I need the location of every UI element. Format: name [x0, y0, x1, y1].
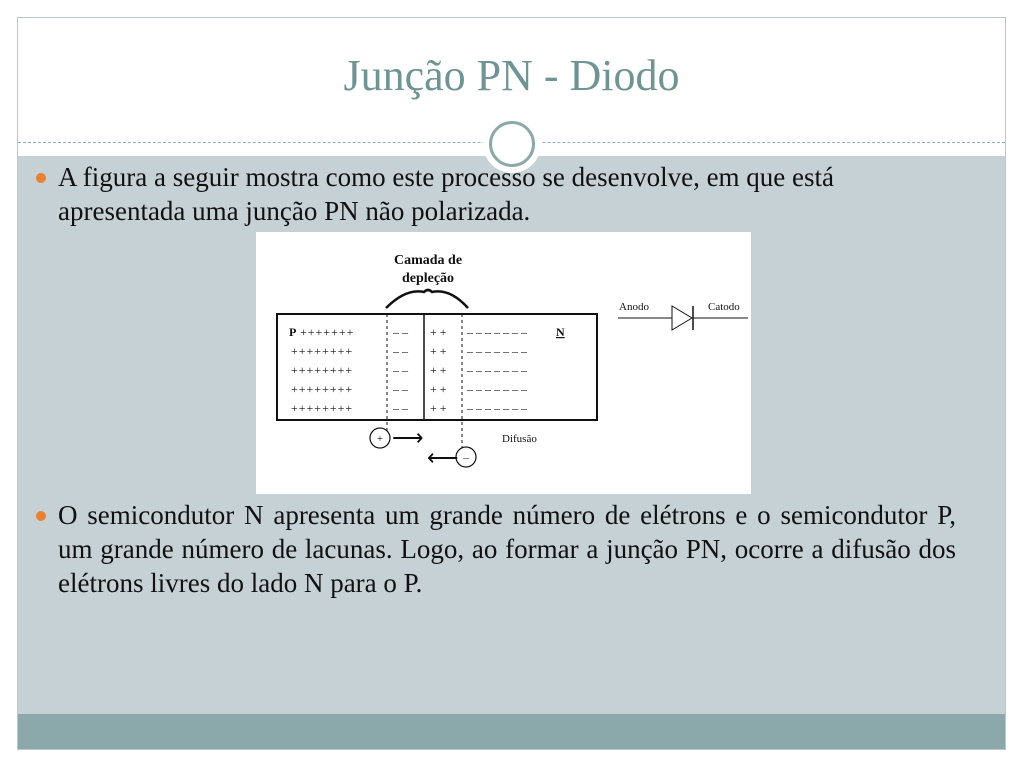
depl-p-row-1: – – [393, 325, 408, 339]
hole-symbol: + [376, 433, 384, 445]
n-region-label: N [556, 325, 565, 339]
p-row-1: +++++++ [300, 325, 355, 339]
arrow-left-icon: ⟵ [427, 445, 459, 470]
cathode-label: Catodo [708, 301, 740, 313]
footer-band [18, 714, 1005, 749]
depletion-brace [386, 290, 468, 308]
slide-title: Junção PN - Diodo [343, 51, 680, 100]
n-row-2: – – – – – – – [467, 344, 527, 358]
p-region-label: P [289, 325, 297, 339]
p-row-3: ++++++++ [291, 363, 354, 377]
depl-p-row-2: – – [393, 344, 408, 358]
p-row-2: ++++++++ [291, 344, 354, 358]
n-row-1: – – – – – – – [467, 325, 527, 339]
bullet-text-1: A figura a seguir mostra como este processo se desenvolve, em que está apresentada uma junção PN não polarizada. [58, 162, 835, 226]
depl-n-row-2: + + [430, 344, 447, 358]
bullet-item-2 [36, 498, 956, 600]
pn-junction-figure [256, 232, 751, 494]
p-row-4: ++++++++ [291, 382, 354, 396]
n-row-3: – – – – – – – [467, 363, 527, 377]
depl-p-row-5: – – [393, 401, 408, 415]
n-row-4: – – – – – – – [467, 382, 527, 396]
depl-p-row-3: – – [393, 363, 408, 377]
depl-n-row-3: + + [430, 363, 447, 377]
bullet-dot-icon [36, 511, 46, 521]
depletion-label-line2: depleção [401, 271, 455, 286]
depl-n-row-4: + + [430, 382, 447, 396]
depletion-label-line1: Camada de [393, 253, 463, 268]
diffusion-label: Difusão [502, 433, 537, 445]
depl-p-row-4: – – [393, 382, 408, 396]
p-row-5: ++++++++ [291, 401, 354, 415]
pn-junction-diagram [256, 232, 751, 494]
arrow-right-icon: ⟶ [392, 425, 424, 450]
bullet-dot-icon [36, 173, 46, 183]
electron-symbol: – [463, 452, 469, 464]
bullet-text-2: O semicondutor N apresenta um grande número de elétrons e o semicondutor P, um grande número de lacunas. Logo, ao formar a junção PN, ocorre a difusão dos elétrons livres do lado N para o P. [58, 500, 956, 598]
depl-n-row-1: + + [430, 325, 447, 339]
depl-n-row-5: + + [430, 401, 447, 415]
bullet-item-1 [36, 160, 956, 228]
anode-label: Anodo [619, 301, 649, 313]
n-row-5: – – – – – – – [467, 401, 527, 415]
